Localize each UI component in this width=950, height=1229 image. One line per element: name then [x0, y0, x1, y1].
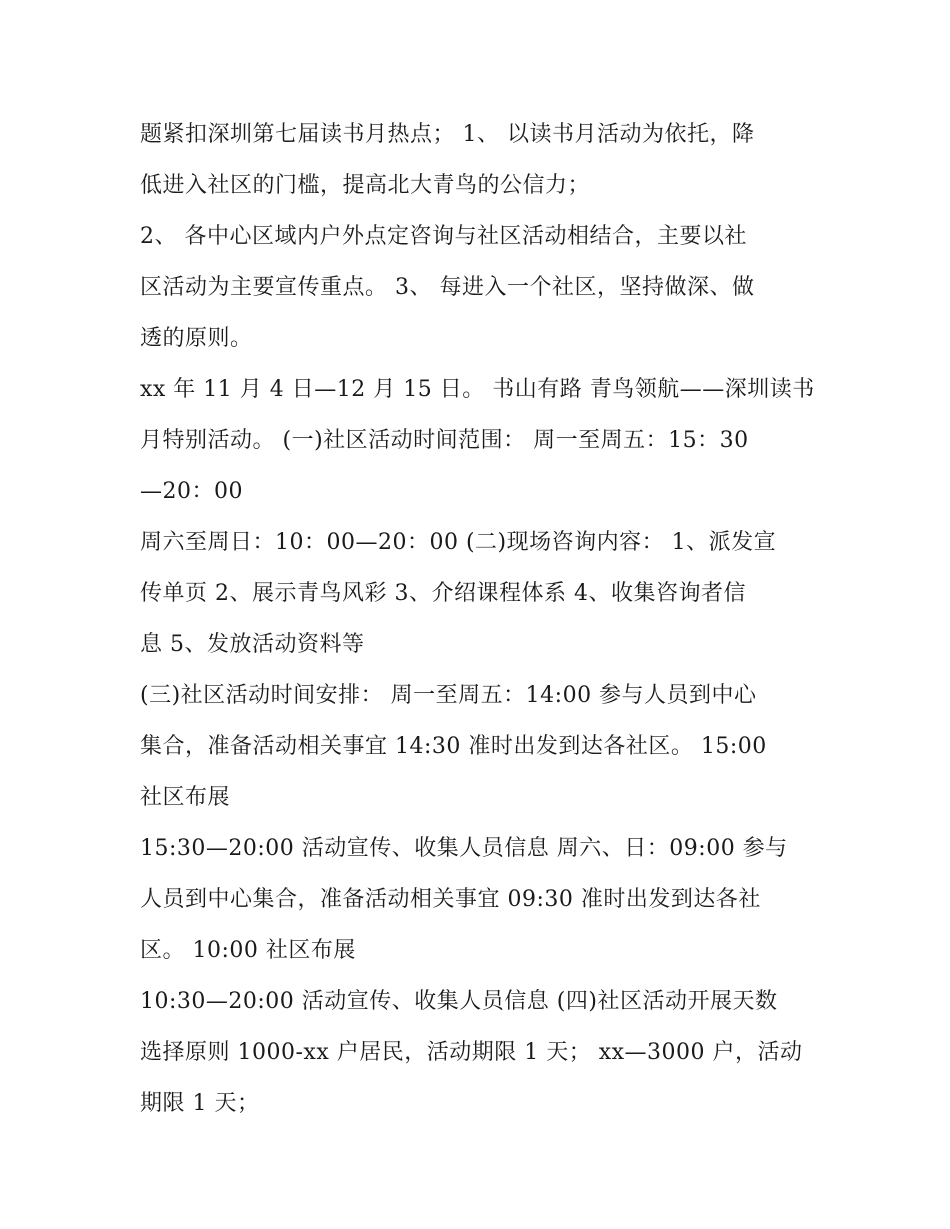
- text-line-10: 传单页 2、展示青鸟风彩 3、介绍课程体系 4、收集咨询者信: [140, 581, 746, 606]
- text-line-11: 息 5、发放活动资料等: [140, 632, 365, 657]
- text-line-4: 区活动为主要宣传重点。 3、 每进入一个社区，坚持做深、做: [140, 275, 755, 300]
- text-line-6: xx 年 11 月 4 日—12 月 15 日。 书山有路 青鸟领航——深圳读书: [140, 377, 815, 402]
- text-line-2: 低进入社区的门槛，提高北大青鸟的公信力；: [140, 173, 591, 198]
- document-body: [140, 109, 820, 1129]
- text-line-8: —20：00: [140, 479, 243, 504]
- text-line-5: 透的原则。: [140, 326, 253, 351]
- text-line-17: 区。 10:00 社区布展: [140, 938, 356, 963]
- text-line-7: 月特别活动。 (一)社区活动时间范围： 周一至周五：15：30: [140, 428, 749, 453]
- text-line-16: 人员到中心集合，准备活动相关事宜 09:30 准时出发到达各社: [140, 887, 761, 912]
- text-line-12: (三)社区活动时间安排： 周一至周五：14:00 参与人员到中心: [140, 683, 757, 708]
- text-line-1: 题紧扣深圳第七届读书月热点； 1、 以读书月活动为依托，降: [140, 122, 755, 147]
- text-line-19: 选择原则 1000-xx 户居民，活动期限 1 天； xx—3000 户，活动: [140, 1040, 803, 1065]
- text-line-18: 10:30—20:00 活动宣传、收集人员信息 (四)社区活动开展天数: [140, 989, 778, 1014]
- text-line-20: 期限 1 天；: [140, 1091, 260, 1116]
- text-line-15: 15:30—20:00 活动宣传、收集人员信息 周六、日：09:00 参与: [140, 836, 788, 861]
- text-line-9: 周六至周日：10：00—20：00 (二)现场咨询内容： 1、派发宣: [140, 530, 777, 555]
- text-line-13: 集合，准备活动相关事宜 14:30 准时出发到达各社区。 15:00: [140, 734, 767, 759]
- text-line-14: 社区布展: [140, 785, 231, 810]
- text-line-3: 2、 各中心区域内户外点定咨询与社区活动相结合，主要以社: [140, 224, 747, 249]
